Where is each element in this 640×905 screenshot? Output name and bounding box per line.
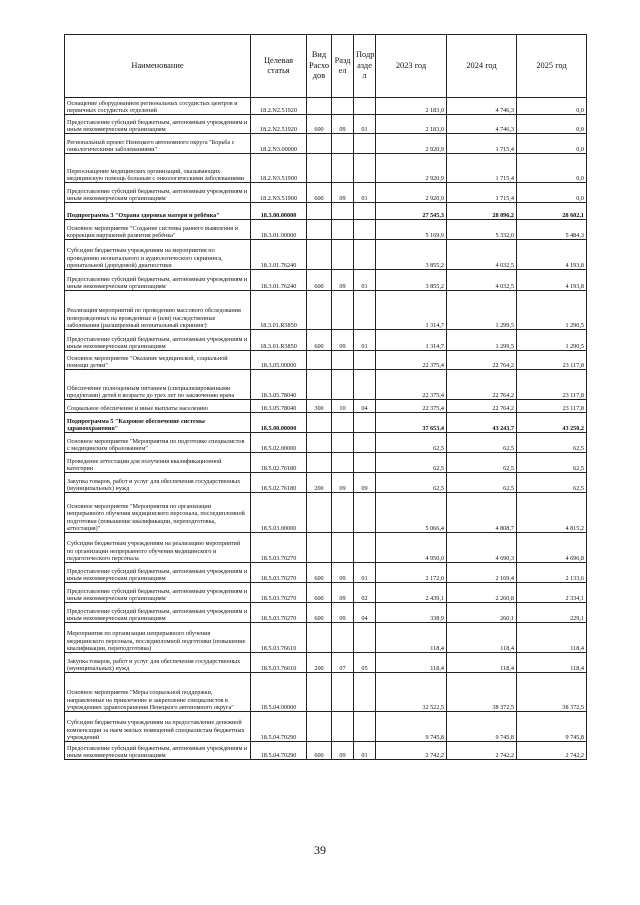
cell-target-code: 18.2.N2.51920 bbox=[251, 98, 307, 115]
cell-value-2023: 2 172,0 bbox=[376, 563, 447, 583]
cell-expense-kind: 600 bbox=[307, 742, 332, 760]
cell-value-2023: 9 745,8 bbox=[376, 712, 447, 742]
cell-value-2023: 22 375,4 bbox=[376, 370, 447, 400]
cell-subsection: 01 bbox=[354, 330, 376, 351]
cell-value-2024: 2 260,8 bbox=[447, 583, 517, 603]
cell-name: Предоставление субсидий бюджетным, автономным учреждениям и иным некоммерческим организациям bbox=[65, 270, 251, 291]
cell-target-code: 18.2.N3.51900 bbox=[251, 183, 307, 203]
cell-target-code: 18.5.00.00000 bbox=[251, 413, 307, 433]
cell-value-2024: 1 299,5 bbox=[447, 330, 517, 351]
budget-sheet bbox=[64, 34, 586, 760]
cell-section: 07 bbox=[332, 653, 354, 673]
cell-expense-kind: 600 bbox=[307, 583, 332, 603]
cell-section bbox=[332, 351, 354, 370]
table-row bbox=[65, 291, 587, 330]
cell-subsection: 04 bbox=[354, 603, 376, 623]
cell-expense-kind bbox=[307, 154, 332, 183]
cell-value-2024: 38 372,5 bbox=[447, 673, 517, 712]
table-row bbox=[65, 330, 587, 351]
cell-value-2023: 32 522,5 bbox=[376, 673, 447, 712]
cell-value-2025: 118,4 bbox=[517, 653, 587, 673]
cell-value-2025: 4 815,2 bbox=[517, 493, 587, 533]
cell-section: 09 bbox=[332, 603, 354, 623]
cell-value-2024: 62,5 bbox=[447, 433, 517, 453]
cell-value-2025: 62,5 bbox=[517, 473, 587, 493]
cell-target-code: 18.2.N3.00000 bbox=[251, 134, 307, 154]
cell-name: Субсидии бюджетным учреждениям на предоставление денежной компенсации за наем жилых помещений специалистам бюджетных учреждений bbox=[65, 712, 251, 742]
table-row bbox=[65, 623, 587, 653]
cell-section: 09 bbox=[332, 115, 354, 134]
cell-value-2025: 23 117,8 bbox=[517, 351, 587, 370]
cell-expense-kind bbox=[307, 433, 332, 453]
cell-name: Закупка товаров, работ и услуг для обеспечения государственных (муниципальных) нужд bbox=[65, 653, 251, 673]
cell-value-2025: 229,1 bbox=[517, 603, 587, 623]
cell-value-2024: 62,5 bbox=[447, 453, 517, 473]
cell-value-2024: 1 299,5 bbox=[447, 291, 517, 330]
cell-expense-kind: 600 bbox=[307, 183, 332, 203]
cell-value-2024: 22 764,2 bbox=[447, 351, 517, 370]
cell-subsection bbox=[354, 533, 376, 563]
table-row bbox=[65, 473, 587, 493]
cell-name: Переоснащение медицинских организаций, оказывающих медицинскую помощь больным с онкологическими заболеваниями bbox=[65, 154, 251, 183]
cell-value-2023: 338,9 bbox=[376, 603, 447, 623]
cell-value-2024: 28 096,2 bbox=[447, 203, 517, 220]
cell-value-2024: 22 764,2 bbox=[447, 400, 517, 413]
cell-subsection bbox=[354, 493, 376, 533]
column-header-target: Целевая статья bbox=[251, 35, 307, 98]
cell-value-2023: 5 066,4 bbox=[376, 493, 447, 533]
cell-target-code: 18.5.03.70270 bbox=[251, 603, 307, 623]
cell-value-2023: 1 314,7 bbox=[376, 291, 447, 330]
table-row bbox=[65, 653, 587, 673]
cell-expense-kind bbox=[307, 623, 332, 653]
table-row bbox=[65, 563, 587, 583]
cell-value-2023: 118,4 bbox=[376, 653, 447, 673]
cell-value-2024: 1 715,4 bbox=[447, 154, 517, 183]
cell-expense-kind bbox=[307, 98, 332, 115]
table-row bbox=[65, 413, 587, 433]
cell-value-2023: 3 855,2 bbox=[376, 270, 447, 291]
cell-value-2023: 22 375,4 bbox=[376, 351, 447, 370]
cell-value-2025: 4 696,8 bbox=[517, 533, 587, 563]
cell-value-2024: 4 032,5 bbox=[447, 240, 517, 270]
cell-expense-kind bbox=[307, 240, 332, 270]
table-row bbox=[65, 220, 587, 240]
cell-name: Подпрограмма 5 "Казровое обеспечение системы здравоохранения" bbox=[65, 413, 251, 433]
table-row bbox=[65, 115, 587, 134]
cell-name: Предоставление субсидий бюджетным, автономным учреждениям и иным некоммерческим организациям bbox=[65, 183, 251, 203]
table-row bbox=[65, 98, 587, 115]
table-row bbox=[65, 183, 587, 203]
table-body bbox=[65, 98, 587, 760]
cell-name: Основное мероприятие "Оказание медицинской, социальной помощи детям" bbox=[65, 351, 251, 370]
cell-expense-kind: 200 bbox=[307, 653, 332, 673]
cell-value-2024: 1 715,4 bbox=[447, 183, 517, 203]
cell-name: Закупка товаров, работ и услуг для обеспечения государственных (муниципальных) нужд bbox=[65, 473, 251, 493]
cell-expense-kind bbox=[307, 370, 332, 400]
cell-section: 09 bbox=[332, 563, 354, 583]
cell-expense-kind bbox=[307, 493, 332, 533]
cell-name: Мероприятия по организации непрерывного обучения медицинского персонала, последипломной подготовки (повышение квалификации, переподготовка) bbox=[65, 623, 251, 653]
cell-section bbox=[332, 453, 354, 473]
cell-target-code: 18.3.01.76240 bbox=[251, 270, 307, 291]
cell-target-code: 18.5.03.70270 bbox=[251, 583, 307, 603]
cell-subsection bbox=[354, 203, 376, 220]
cell-value-2024: 4 808,7 bbox=[447, 493, 517, 533]
cell-expense-kind: 600 bbox=[307, 115, 332, 134]
cell-subsection: 04 bbox=[354, 400, 376, 413]
cell-section bbox=[332, 533, 354, 563]
cell-value-2024: 2 169,4 bbox=[447, 563, 517, 583]
cell-target-code: 18.5.04.70290 bbox=[251, 712, 307, 742]
cell-expense-kind bbox=[307, 220, 332, 240]
table-row bbox=[65, 370, 587, 400]
cell-name: Региональный проект Ненецкого автономного округа "Борьба с онкологическими заболеваниями" bbox=[65, 134, 251, 154]
table-row bbox=[65, 533, 587, 563]
cell-value-2023: 62,5 bbox=[376, 473, 447, 493]
cell-section bbox=[332, 673, 354, 712]
cell-target-code: 18.5.02.76180 bbox=[251, 453, 307, 473]
column-header-2025: 2025 год bbox=[517, 35, 587, 98]
cell-value-2025: 2 742,2 bbox=[517, 742, 587, 760]
cell-name: Предоставление субсидий бюджетным, автономным учреждениям и иным некоммерческим организациям bbox=[65, 563, 251, 583]
cell-name: Оснащение оборудованием региональных сосудистых центров и первичных сосудистых отделений bbox=[65, 98, 251, 115]
cell-value-2023: 5 169,9 bbox=[376, 220, 447, 240]
cell-value-2025: 4 193,8 bbox=[517, 270, 587, 291]
cell-name: Предоставление субсидий бюджетным, автономным учреждениям и иным некоммерческим организациям bbox=[65, 583, 251, 603]
cell-expense-kind bbox=[307, 413, 332, 433]
cell-section: 09 bbox=[332, 330, 354, 351]
column-header-section: Разд ел bbox=[332, 35, 354, 98]
cell-target-code: 18.5.04.70290 bbox=[251, 742, 307, 760]
cell-expense-kind bbox=[307, 533, 332, 563]
cell-value-2025: 2 334,1 bbox=[517, 583, 587, 603]
cell-expense-kind bbox=[307, 712, 332, 742]
cell-value-2024: 118,4 bbox=[447, 623, 517, 653]
cell-value-2023: 2 439,1 bbox=[376, 583, 447, 603]
table-row bbox=[65, 673, 587, 712]
page-number: 39 bbox=[314, 843, 326, 857]
table-row bbox=[65, 453, 587, 473]
cell-subsection bbox=[354, 370, 376, 400]
cell-subsection bbox=[354, 453, 376, 473]
cell-target-code: 18.3.01.R3850 bbox=[251, 291, 307, 330]
cell-section bbox=[332, 154, 354, 183]
cell-name: Предоставление субсидий бюджетным, автономным учреждениям и иным некоммерческим организациям bbox=[65, 330, 251, 351]
column-header-subsection: Подр азде л bbox=[354, 35, 376, 98]
cell-value-2024: 2 742,2 bbox=[447, 742, 517, 760]
cell-value-2024: 22 764,2 bbox=[447, 370, 517, 400]
table-row bbox=[65, 603, 587, 623]
cell-section: 10 bbox=[332, 400, 354, 413]
cell-name: Предоставление субсидий бюджетным, автономным учреждениям и иным некоммерческим организациям bbox=[65, 603, 251, 623]
cell-name: Предоставление субсидий бюджетным, автономным учреждениям и иным некоммерческим организациям bbox=[65, 115, 251, 134]
cell-section bbox=[332, 98, 354, 115]
cell-target-code: 18.3.01.R3850 bbox=[251, 330, 307, 351]
cell-target-code: 18.5.03.00000 bbox=[251, 493, 307, 533]
cell-name: Реализация мероприятий по проведению массового обследования новорожденных на врожденные и (или) наследственные заболевания (расширенный неонатальный скрининг) bbox=[65, 291, 251, 330]
cell-subsection: 02 bbox=[354, 583, 376, 603]
cell-name: Основное мероприятие "Мероприятия по подготовке специалистов с медицинским образованием" bbox=[65, 433, 251, 453]
cell-section bbox=[332, 240, 354, 270]
table-row bbox=[65, 134, 587, 154]
table-row bbox=[65, 351, 587, 370]
cell-expense-kind: 300 bbox=[307, 400, 332, 413]
cell-subsection: 01 bbox=[354, 742, 376, 760]
cell-subsection bbox=[354, 712, 376, 742]
cell-value-2023: 1 314,7 bbox=[376, 330, 447, 351]
cell-target-code: 18.5.02.76180 bbox=[251, 473, 307, 493]
cell-subsection bbox=[354, 673, 376, 712]
cell-name: Подпрограмма 3 "Охрана здоровья матери и ребёнка" bbox=[65, 203, 251, 220]
cell-target-code: 18.5.03.76610 bbox=[251, 623, 307, 653]
cell-name: Основное мероприятие "Мероприятия по организации непрерывного обучения медицинского персонала, последипломной подготовки (повышение квалификации, переподготовка, аттестация)" bbox=[65, 493, 251, 533]
cell-subsection: 05 bbox=[354, 653, 376, 673]
cell-subsection: 09 bbox=[354, 473, 376, 493]
cell-section bbox=[332, 134, 354, 154]
table-row bbox=[65, 712, 587, 742]
cell-name: Проведение аттестации для получения квалификационной категории bbox=[65, 453, 251, 473]
cell-section: 09 bbox=[332, 473, 354, 493]
cell-value-2023: 2 183,0 bbox=[376, 98, 447, 115]
cell-subsection bbox=[354, 154, 376, 183]
cell-name: Субсидии бюджетным учреждениям на реализацию мероприятий по организации непрерывного обучения медицинского и педагогического персонала bbox=[65, 533, 251, 563]
cell-section: 09 bbox=[332, 270, 354, 291]
cell-name: Субсидии бюджетным учреждениям на мероприятия по проведению неонатального и аудиологического скрининга, пренатальной (дородовой) диагностики bbox=[65, 240, 251, 270]
cell-value-2025: 118,4 bbox=[517, 623, 587, 653]
cell-target-code: 18.5.03.70270 bbox=[251, 563, 307, 583]
cell-section bbox=[332, 712, 354, 742]
cell-expense-kind bbox=[307, 673, 332, 712]
table-row bbox=[65, 433, 587, 453]
cell-value-2024: 43 243,7 bbox=[447, 413, 517, 433]
cell-value-2025: 62,5 bbox=[517, 453, 587, 473]
cell-value-2025: 23 117,8 bbox=[517, 400, 587, 413]
cell-target-code: 18.5.03.70270 bbox=[251, 533, 307, 563]
cell-value-2025: 1 290,5 bbox=[517, 291, 587, 330]
cell-value-2023: 2 920,9 bbox=[376, 183, 447, 203]
cell-value-2025: 4 193,8 bbox=[517, 240, 587, 270]
cell-subsection: 01 bbox=[354, 115, 376, 134]
table-row bbox=[65, 400, 587, 413]
cell-section bbox=[332, 291, 354, 330]
cell-subsection bbox=[354, 351, 376, 370]
cell-name: Предоставление субсидий бюджетным, автономным учреждениям и иным некоммерческим организациям bbox=[65, 742, 251, 760]
cell-value-2025: 43 250,2 bbox=[517, 413, 587, 433]
cell-expense-kind bbox=[307, 291, 332, 330]
cell-target-code: 18.3.05.78040 bbox=[251, 400, 307, 413]
cell-target-code: 18.3.05.78040 bbox=[251, 370, 307, 400]
cell-subsection: 01 bbox=[354, 183, 376, 203]
column-header-name: Наименование bbox=[65, 35, 251, 98]
cell-section bbox=[332, 623, 354, 653]
cell-value-2025: 1 290,5 bbox=[517, 330, 587, 351]
cell-value-2023: 118,4 bbox=[376, 623, 447, 653]
cell-target-code: 18.3.01.76240 bbox=[251, 240, 307, 270]
cell-target-code: 18.3.00.00000 bbox=[251, 203, 307, 220]
cell-value-2025: 0,0 bbox=[517, 115, 587, 134]
column-header-2023: 2023 год bbox=[376, 35, 447, 98]
cell-value-2025: 38 372,5 bbox=[517, 673, 587, 712]
cell-section bbox=[332, 203, 354, 220]
cell-value-2023: 2 742,2 bbox=[376, 742, 447, 760]
cell-value-2025: 5 484,3 bbox=[517, 220, 587, 240]
cell-value-2023: 62,5 bbox=[376, 453, 447, 473]
cell-section: 09 bbox=[332, 583, 354, 603]
cell-value-2023: 2 920,9 bbox=[376, 134, 447, 154]
cell-expense-kind: 600 bbox=[307, 603, 332, 623]
cell-expense-kind: 200 bbox=[307, 473, 332, 493]
cell-section bbox=[332, 220, 354, 240]
table-row bbox=[65, 154, 587, 183]
cell-target-code: 18.2.N2.51920 bbox=[251, 115, 307, 134]
cell-section: 09 bbox=[332, 742, 354, 760]
cell-subsection bbox=[354, 98, 376, 115]
table-header-row bbox=[65, 35, 587, 98]
cell-subsection bbox=[354, 291, 376, 330]
cell-target-code: 18.3.01.00000 bbox=[251, 220, 307, 240]
cell-value-2025: 23 117,8 bbox=[517, 370, 587, 400]
cell-value-2024: 118,4 bbox=[447, 653, 517, 673]
cell-section bbox=[332, 370, 354, 400]
cell-value-2025: 2 133,6 bbox=[517, 563, 587, 583]
cell-subsection bbox=[354, 220, 376, 240]
cell-value-2025: 9 745,8 bbox=[517, 712, 587, 742]
cell-target-code: 18.5.04.00000 bbox=[251, 673, 307, 712]
cell-expense-kind bbox=[307, 453, 332, 473]
cell-value-2023: 4 950,0 bbox=[376, 533, 447, 563]
cell-value-2025: 28 602,1 bbox=[517, 203, 587, 220]
cell-subsection bbox=[354, 433, 376, 453]
table-row bbox=[65, 203, 587, 220]
cell-value-2024: 260,1 bbox=[447, 603, 517, 623]
cell-value-2025: 0,0 bbox=[517, 154, 587, 183]
cell-section: 09 bbox=[332, 183, 354, 203]
cell-value-2024: 1 715,4 bbox=[447, 134, 517, 154]
cell-value-2023: 62,5 bbox=[376, 433, 447, 453]
cell-name: Обеспечение полноценным питанием (специализированными продуктами) детей в возрасте до трех лет по заключению врача bbox=[65, 370, 251, 400]
cell-value-2025: 0,0 bbox=[517, 134, 587, 154]
cell-section bbox=[332, 433, 354, 453]
cell-value-2024: 4 746,3 bbox=[447, 98, 517, 115]
cell-value-2024: 62,5 bbox=[447, 473, 517, 493]
cell-subsection bbox=[354, 623, 376, 653]
cell-expense-kind: 600 bbox=[307, 563, 332, 583]
cell-section bbox=[332, 413, 354, 433]
cell-value-2024: 4 032,5 bbox=[447, 270, 517, 291]
cell-section bbox=[332, 493, 354, 533]
cell-value-2023: 37 653,4 bbox=[376, 413, 447, 433]
cell-expense-kind: 600 bbox=[307, 270, 332, 291]
cell-name: Основное мероприятие "Меры социальной поддержки, направленные на привлечение и закрепление специалистов в учреждениях здравоохранения Ненецкого автономного округа" bbox=[65, 673, 251, 712]
cell-subsection bbox=[354, 240, 376, 270]
cell-subsection: 01 bbox=[354, 270, 376, 291]
cell-target-code: 18.5.03.76610 bbox=[251, 653, 307, 673]
table-row bbox=[65, 240, 587, 270]
cell-expense-kind: 600 bbox=[307, 330, 332, 351]
cell-expense-kind bbox=[307, 134, 332, 154]
cell-value-2023: 2 920,9 bbox=[376, 154, 447, 183]
budget-table bbox=[64, 34, 587, 760]
cell-name: Социальное обеспечение и иные выплаты населению bbox=[65, 400, 251, 413]
cell-value-2024: 9 745,8 bbox=[447, 712, 517, 742]
table-row bbox=[65, 583, 587, 603]
cell-expense-kind bbox=[307, 203, 332, 220]
cell-target-code: 18.2.N3.51900 bbox=[251, 154, 307, 183]
cell-value-2023: 2 183,0 bbox=[376, 115, 447, 134]
cell-value-2024: 4 746,3 bbox=[447, 115, 517, 134]
table-row bbox=[65, 742, 587, 760]
cell-expense-kind bbox=[307, 351, 332, 370]
column-header-2024: 2024 год bbox=[447, 35, 517, 98]
cell-subsection bbox=[354, 413, 376, 433]
cell-value-2024: 5 332,0 bbox=[447, 220, 517, 240]
table-row bbox=[65, 270, 587, 291]
column-header-expense-kind: Вид Расхо дов bbox=[307, 35, 332, 98]
cell-value-2025: 0,0 bbox=[517, 98, 587, 115]
cell-target-code: 18.3.05.00000 bbox=[251, 351, 307, 370]
cell-value-2023: 3 855,2 bbox=[376, 240, 447, 270]
cell-subsection: 01 bbox=[354, 563, 376, 583]
cell-value-2025: 0,0 bbox=[517, 183, 587, 203]
cell-value-2023: 27 545,3 bbox=[376, 203, 447, 220]
cell-target-code: 18.5.02.00000 bbox=[251, 433, 307, 453]
cell-name: Основное мероприятие "Создание системы раннего выявления и коррекции нарушений развития ребёнка" bbox=[65, 220, 251, 240]
cell-subsection bbox=[354, 134, 376, 154]
table-row bbox=[65, 493, 587, 533]
cell-value-2025: 62,5 bbox=[517, 433, 587, 453]
cell-value-2024: 4 690,3 bbox=[447, 533, 517, 563]
cell-value-2023: 22 375,4 bbox=[376, 400, 447, 413]
